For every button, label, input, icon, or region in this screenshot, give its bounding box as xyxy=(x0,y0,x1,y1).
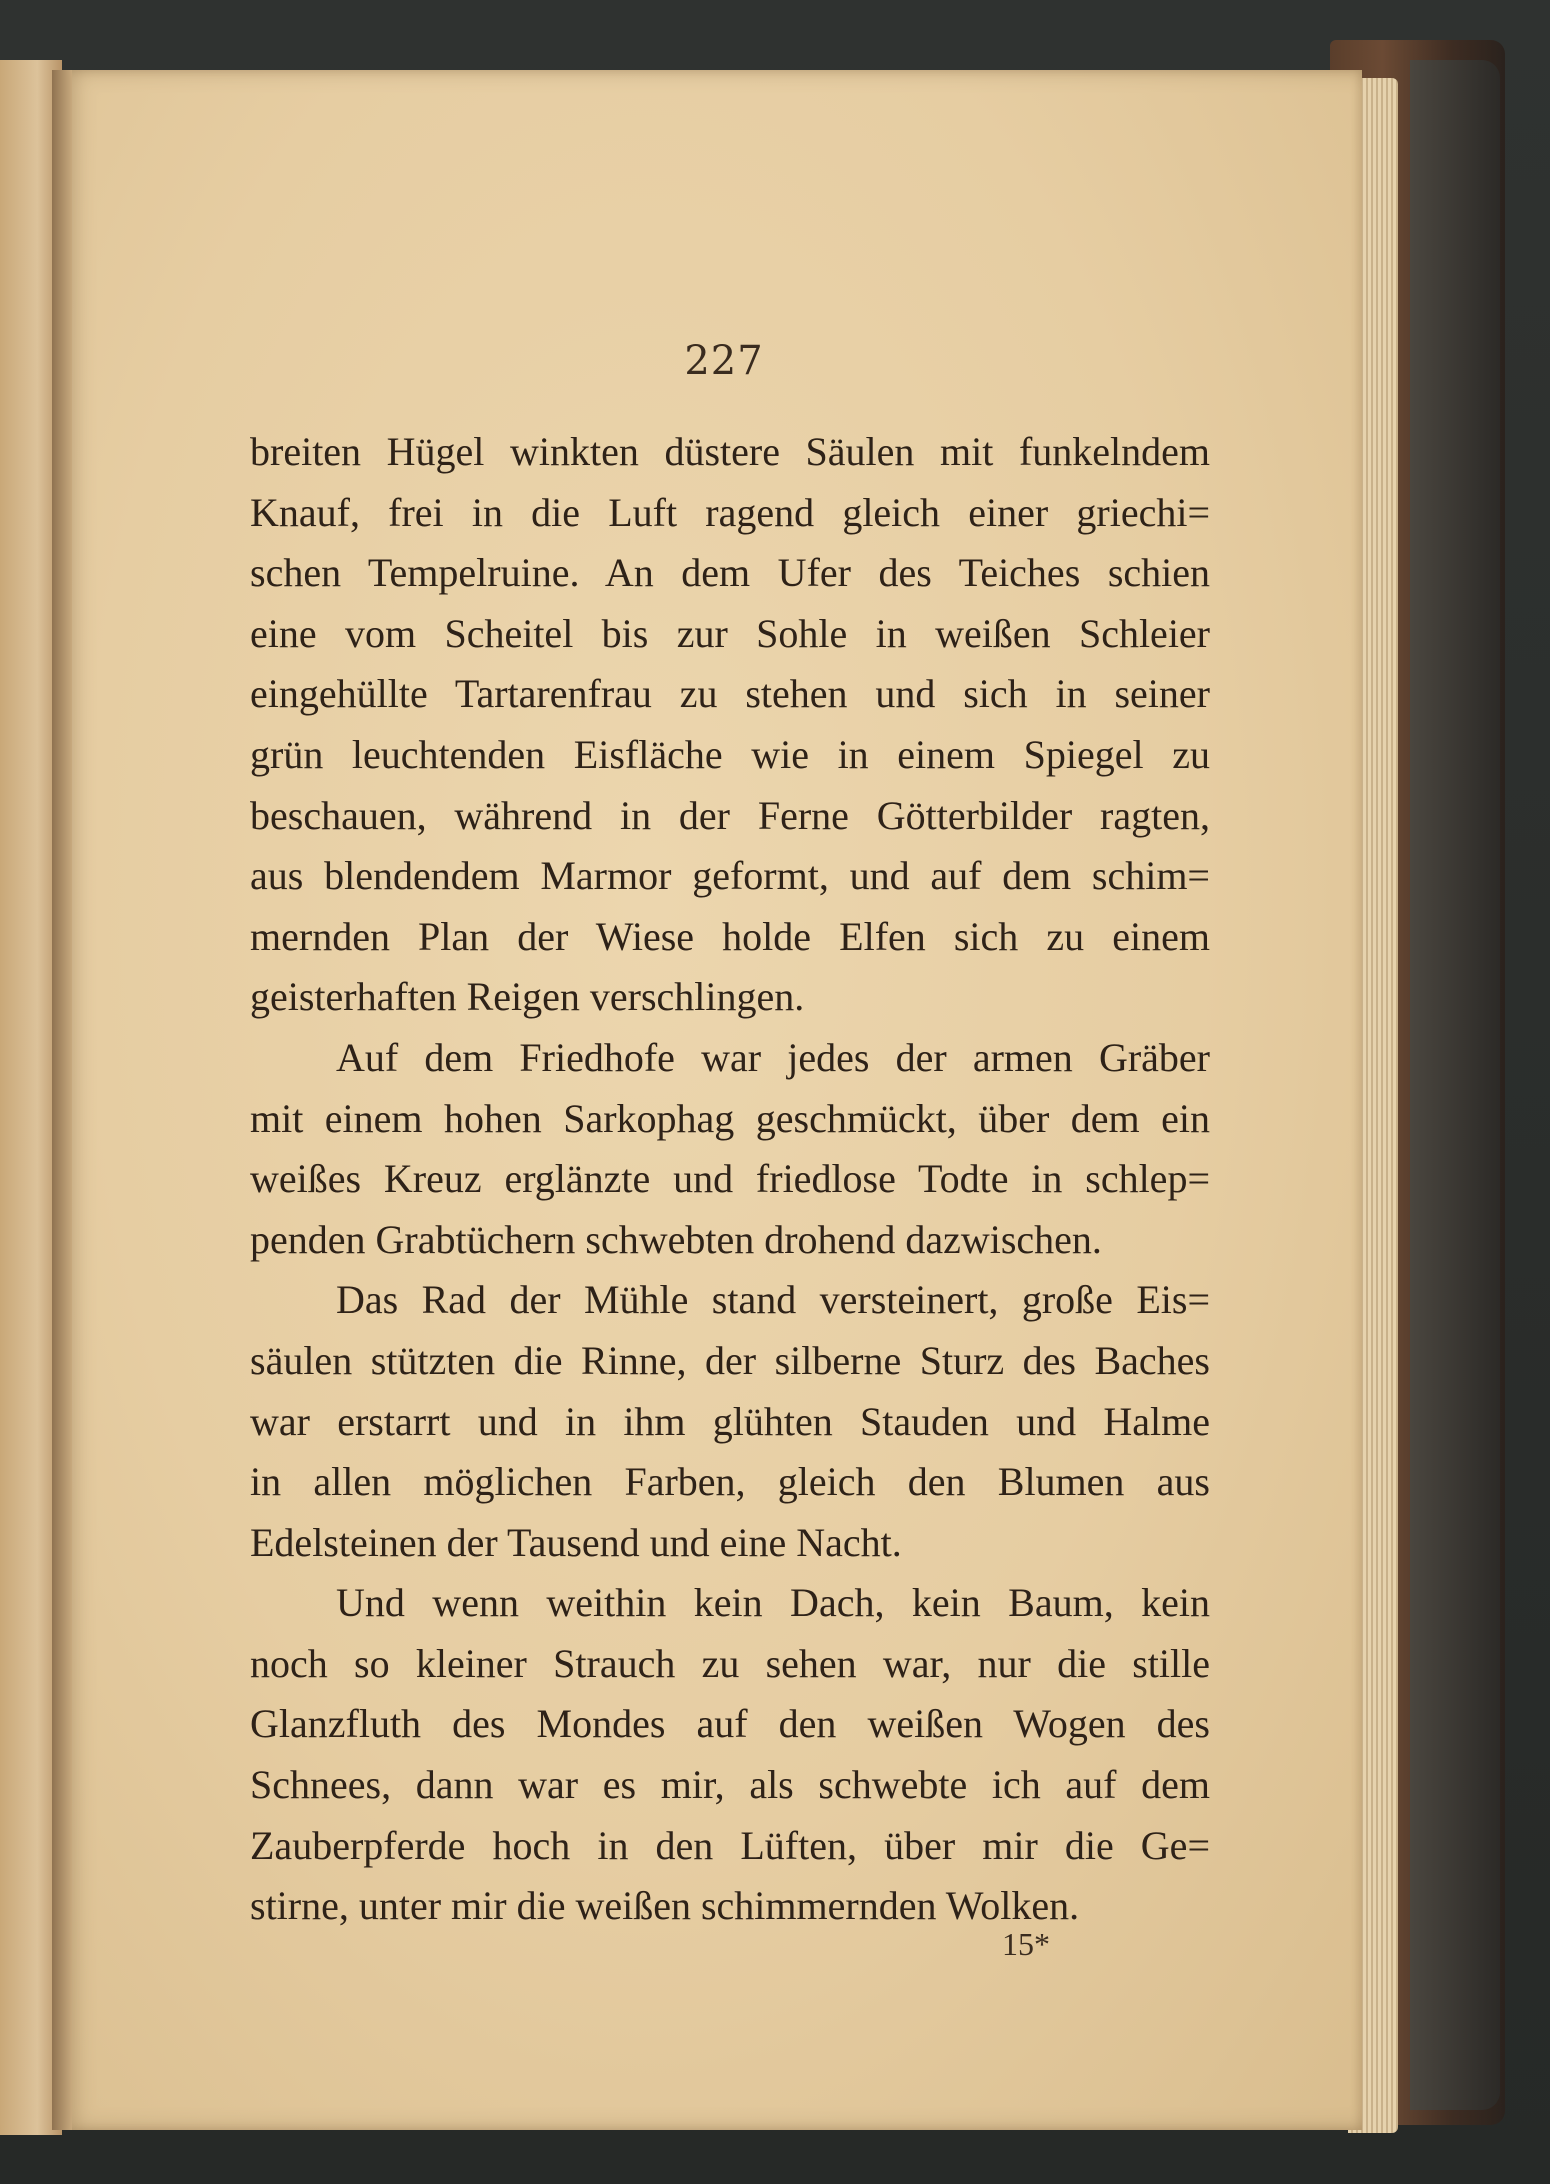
text-line: beschauen, während in der Ferne Götterbilder ragten, xyxy=(250,792,1210,838)
text-line: Edelsteinen der Tausend und eine Nacht. xyxy=(250,1519,902,1565)
text-line: stirne, unter mir die weißen schimmernden Wolken. xyxy=(250,1883,1080,1929)
text-line: war erstarrt und in ihm glühten Stauden und Halme xyxy=(250,1398,1210,1444)
text-line: Zauberpferde hoch in den Lüften, über mir die Ge= xyxy=(250,1822,1210,1868)
text-line: Auf dem Friedhofe war jedes der armen Gräber xyxy=(336,1034,1210,1080)
text-line: mernden Plan der Wiese holde Elfen sich zu einem xyxy=(250,913,1210,959)
page-number: 227 xyxy=(684,338,764,384)
text-line: Und wenn weithin kein Dach, kein Baum, kein xyxy=(336,1580,1210,1626)
signature-mark: 15* xyxy=(1002,1926,1050,1962)
text-line: Schnees, dann war es mir, als schwebte ich auf dem xyxy=(250,1762,1210,1808)
text-line: penden Grabtüchern schwebten drohend dazwischen. xyxy=(250,1216,1102,1262)
text-line: geisterhaften Reigen verschlingen. xyxy=(250,974,805,1020)
text-line: grün leuchtenden Eisfläche wie in einem Spiegel zu xyxy=(250,731,1210,777)
body-text xyxy=(250,422,1210,1937)
text-line: Knauf, frei in die Luft ragend gleich einer griechi= xyxy=(250,489,1210,535)
text-line: noch so kleiner Strauch zu sehen war, nur die stille xyxy=(250,1640,1210,1686)
text-line: in allen möglichen Farben, gleich den Blumen aus xyxy=(250,1459,1210,1505)
text-line: Das Rad der Mühle stand versteinert, große Eis= xyxy=(336,1277,1210,1323)
text-line: eine vom Scheitel bis zur Sohle in weißen Schleier xyxy=(250,610,1210,656)
text-line: säulen stützten die Rinne, der silberne Sturz des Baches xyxy=(250,1337,1210,1383)
text-line: weißes Kreuz erglänzte und friedlose Todte in schlep= xyxy=(250,1156,1210,1202)
book-page xyxy=(62,70,1362,2130)
text-line: aus blendendem Marmor geformt, und auf dem schim= xyxy=(250,853,1210,899)
text-line: schen Tempelruine. An dem Ufer des Teiches schien xyxy=(250,550,1210,596)
text-line: breiten Hügel winkten düstere Säulen mit funkelndem xyxy=(250,429,1210,474)
book-cover-edge xyxy=(1410,60,1500,2110)
text-line: Glanzfluth des Mondes auf den weißen Wogen des xyxy=(250,1701,1210,1747)
text-line: mit einem hohen Sarkophag geschmückt, über dem ein xyxy=(250,1095,1210,1141)
text-line: eingehüllte Tartarenfrau zu stehen und sich in seiner xyxy=(250,671,1210,717)
